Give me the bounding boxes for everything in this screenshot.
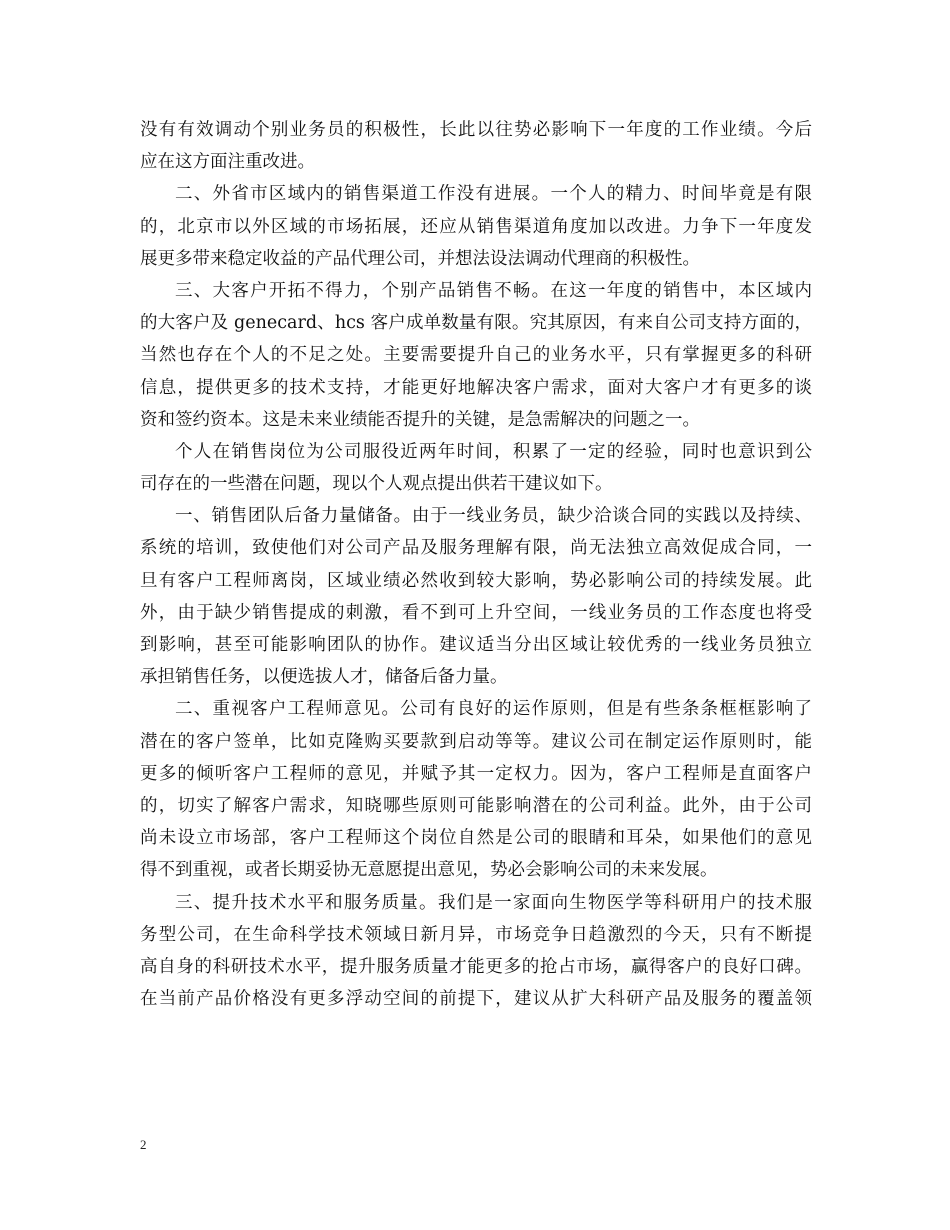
text-line: 旦有客户工程师离岗，区域业绩必然收到较大影响，势必影响公司的持续发展。此 (140, 570, 812, 591)
page-number: 2 (140, 1137, 147, 1152)
text-line: 没有有效调动个别业务员的积极性，长此以往势必影响下一年度的工作业绩。今后 (140, 120, 812, 140)
text-line: 的，切实了解客户需求，知晓哪些原则可能影响潜在的公司利益。此外，由于公司 (140, 795, 812, 816)
text-line: 更多的倾听客户工程师的意见，并赋予其一定权力。因为，客户工程师是直面客户 (140, 763, 812, 784)
text-line: 到影响，甚至可能影响团队的协作。建议适当分出区域让较优秀的一线业务员独立 (140, 635, 812, 655)
text-line: 应在这方面注重改进。 (140, 152, 315, 173)
text-line: 信息，提供更多的技术支持，才能更好地解决客户需求，面对大客户才有更多的谈 (140, 377, 812, 398)
text-line: 高自身的科研技术水平，提升服务质量才能更多的抢占市场，赢得客户的良好口碑。 (140, 956, 812, 977)
text-line: 尚未设立市场部，客户工程师这个岗位自然是公司的眼睛和耳朵，如果他们的意见 (140, 828, 812, 849)
text-line: 在当前产品价格没有更多浮动空间的前提下，建议从扩大科研产品及服务的覆盖领 (140, 989, 812, 1010)
text-line: 二、重视客户工程师意见。公司有良好的运作原则，但是有些条条框框影响了 (175, 699, 812, 720)
text-line: 务型公司，在生命科学技术领域日新月异，市场竞争日趋激烈的今天，只有不断提 (140, 924, 812, 945)
text-line: 资和签约资本。这是未来业绩能否提升的关键，是急需解决的问题之一。 (140, 409, 700, 430)
text-line: 外，由于缺少销售提成的刺激，看不到可上升空间，一线业务员的工作态度也将受 (140, 602, 812, 623)
text-line: 司存在的一些潜在问题，现以个人观点提出供若干建议如下。 (140, 474, 613, 495)
text-line: 得不到重视，或者长期妥协无意愿提出意见，势必会影响公司的未来发展。 (140, 860, 718, 881)
text-line: 承担销售任务，以便选拔人才，储备后备力量。 (140, 667, 508, 688)
text-line: 展更多带来稳定收益的产品代理公司，并想法设法调动代理商的积极性。 (140, 248, 700, 269)
text-line: 二、外省市区域内的销售渠道工作没有进展。一个人的精力、时间毕竟是有限 (175, 184, 812, 205)
text-line: 三、大客户开拓不得力，个别产品销售不畅。在这一年度的销售中，本区域内 (175, 280, 812, 301)
document-body (140, 114, 812, 1015)
text-line: 当然也存在个人的不足之处。主要需要提升自己的业务水平，只有掌握更多的科研 (140, 345, 812, 366)
text-line: 的，北京市以外区域的市场拓展，还应从销售渠道角度加以改进。力争下一年度发 (140, 216, 812, 237)
text-line: 潜在的客户签单，比如克隆购买要款到启动等等。建议公司在制定运作原则时，能 (140, 731, 812, 752)
text-line: 一、销售团队后备力量储备。由于一线业务员，缺少洽谈合同的实践以及持续、 (175, 506, 812, 527)
text-line: 三、提升技术水平和服务质量。我们是一家面向生物医学等科研用户的技术服 (175, 892, 812, 913)
text-line: 的大客户及 genecard、hcs 客户成单数量有限。究其原因，有来自公司支持方面的， (140, 313, 812, 334)
text-line: 系统的培训，致使他们对公司产品及服务理解有限，尚无法独立高效促成合同，一 (140, 538, 812, 559)
text-line: 个人在销售岗位为公司服役近两年时间，积累了一定的经验，同时也意识到公 (175, 441, 812, 462)
